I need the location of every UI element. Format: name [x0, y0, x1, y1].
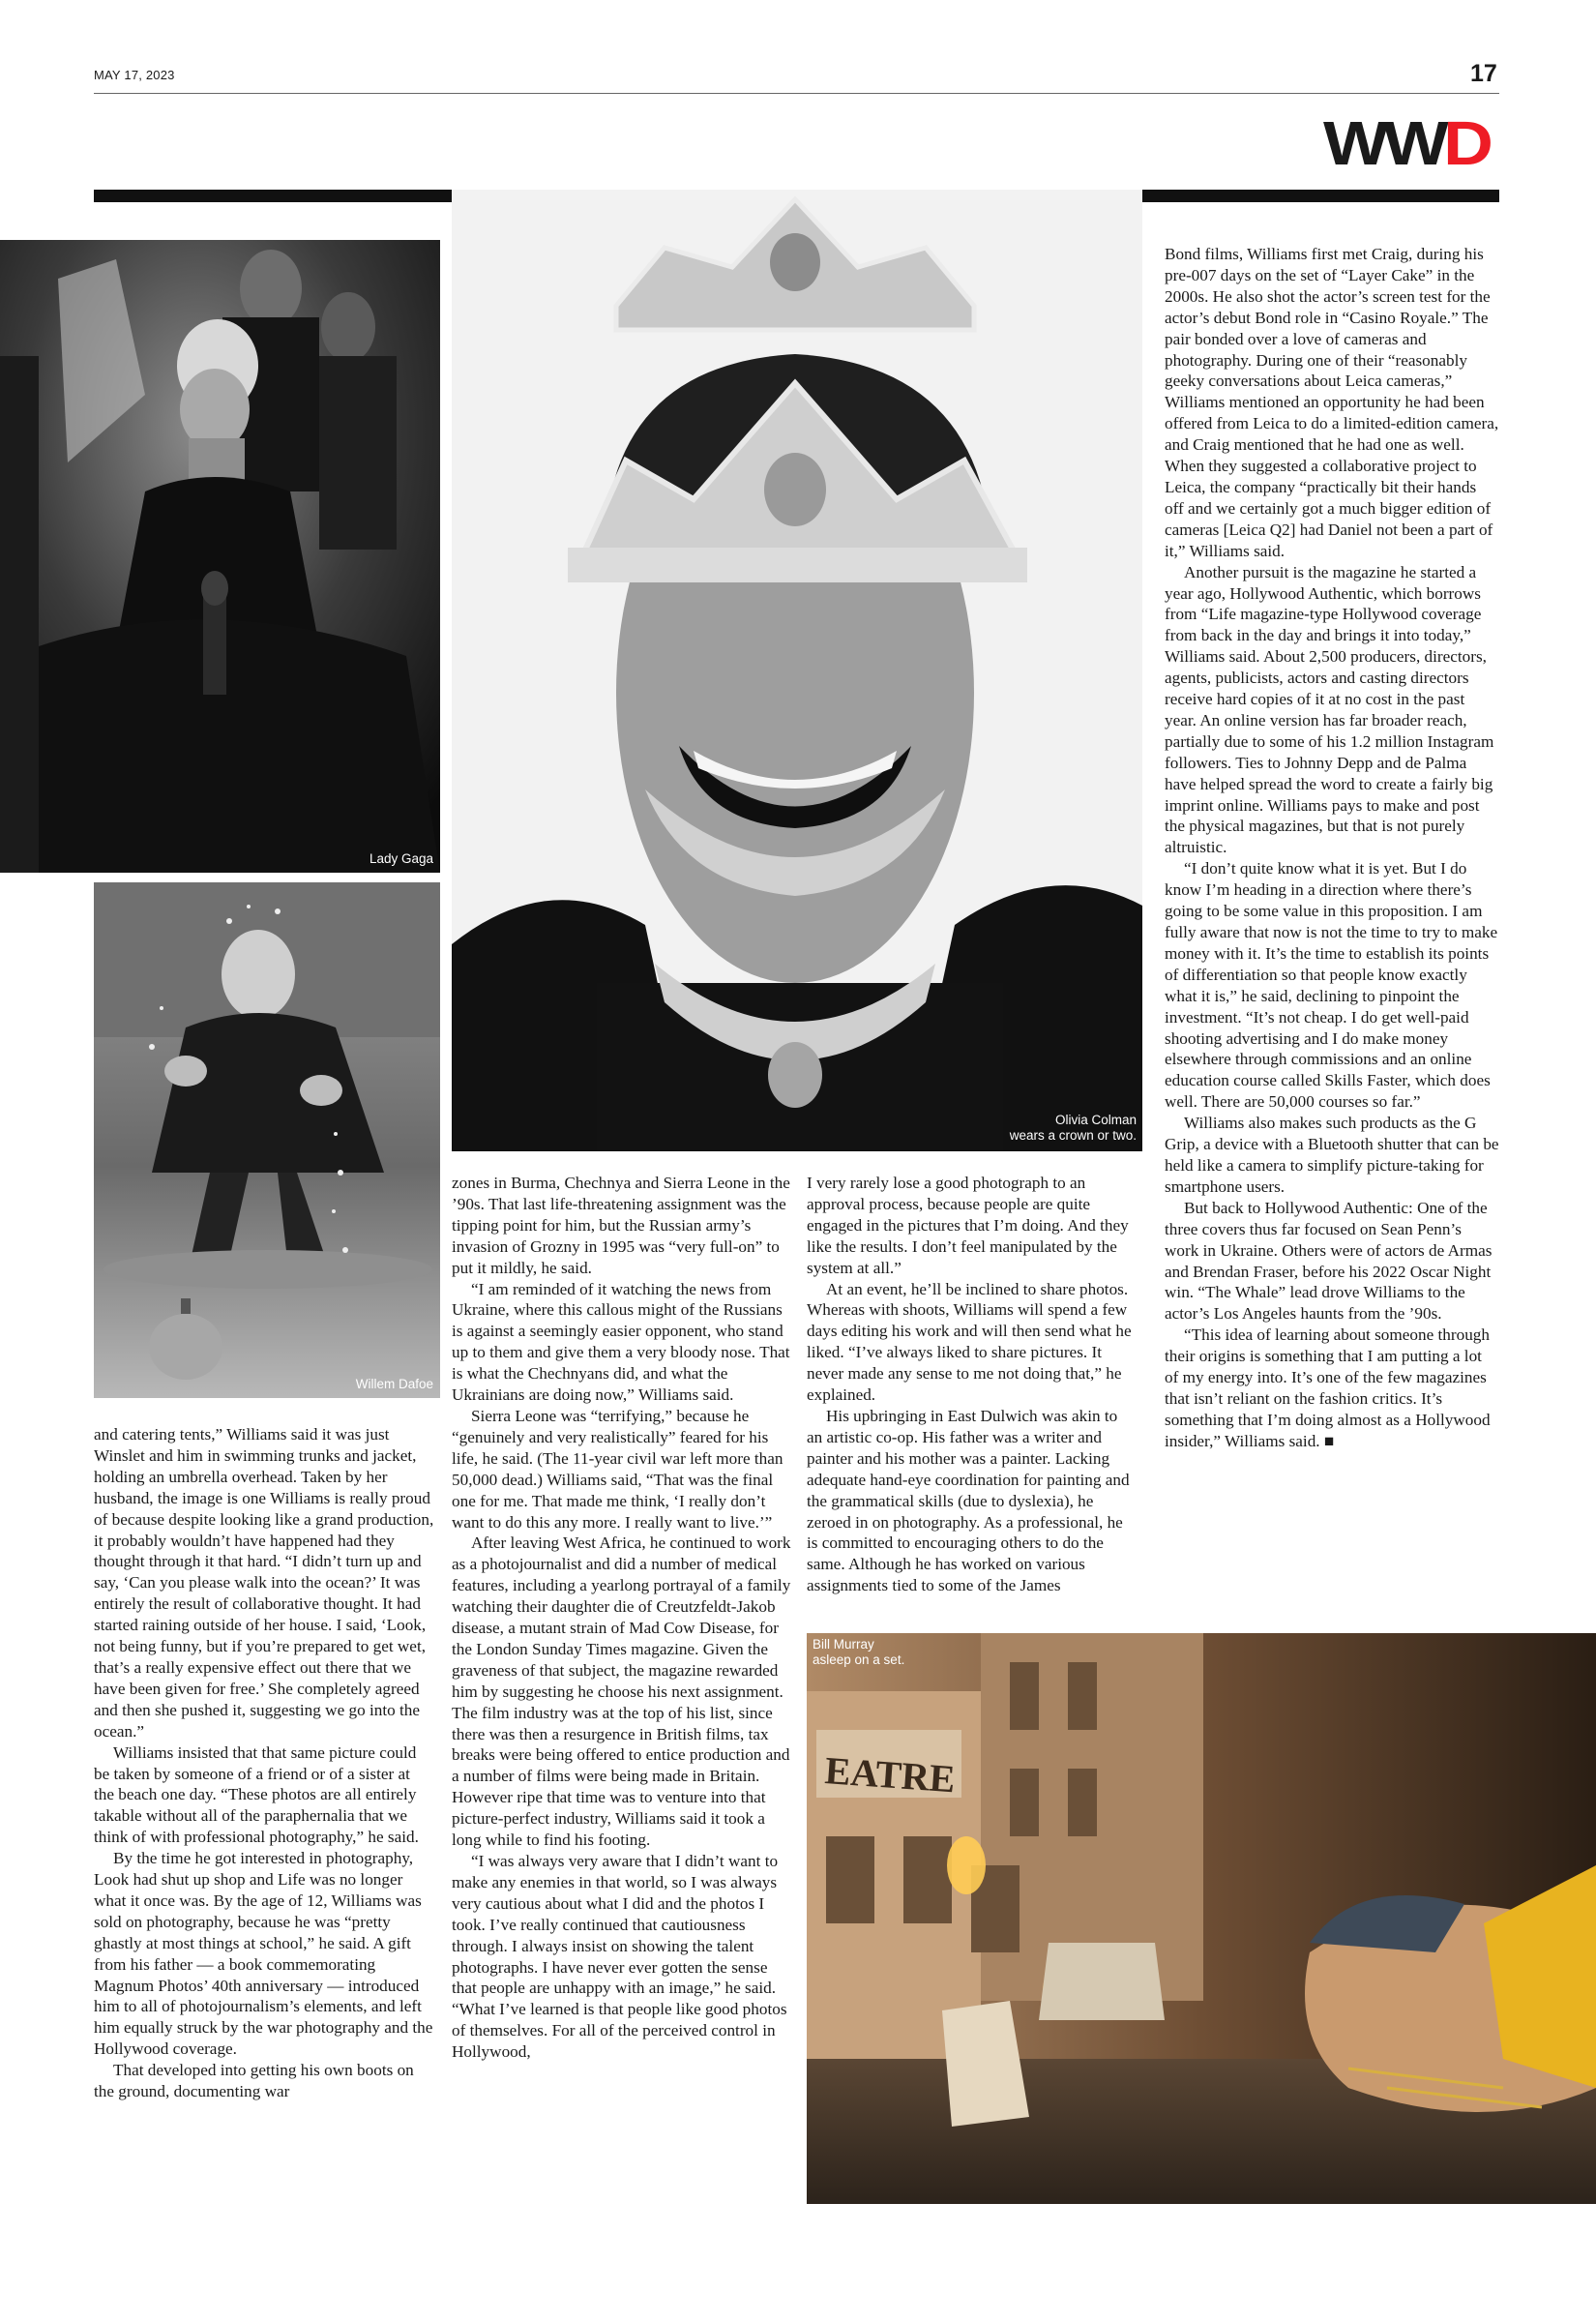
logo-red-letter: D	[1443, 108, 1489, 178]
willem-dafoe-image	[94, 882, 440, 1398]
article-paragraph: At an event, he’ll be inclined to share photos. Whereas with shoots, Williams will spend a few days editing his work and will then send what he liked. “I’ve always liked to share pictures. It never made any sense to me not doing that,” he explained.	[807, 1279, 1132, 1405]
olivia-colman-caption-line1: Olivia Colman	[1054, 1113, 1137, 1127]
article-column-2	[452, 1173, 792, 2063]
issue-date: MAY 17, 2023	[94, 68, 175, 82]
lady-gaga-image	[0, 240, 440, 873]
bill-murray-photo	[807, 1633, 1596, 2204]
article-paragraph: zones in Burma, Chechnya and Sierra Leone in the ’90s. That last life-threatening assignment was the tipping point for him, but the Russian army’s invasion of Grozny in 1995 was “very full-on” to put it mildly, he said.	[452, 1174, 790, 1277]
article-paragraph: “I am reminded of it watching the news from Ukraine, where this callous might of the Russians is against a seemingly easier opponent, who stand up to them and give them a very bloody nose. That is what the Chechnyans did, and what the Ukrainians are doing now,” Williams said.	[452, 1279, 790, 1405]
article-paragraph: Williams also makes such products as the G Grip, a device with a Bluetooth shutter that can be held like a camera to simplify picture-taking for smartphone users.	[1165, 1114, 1499, 1196]
article-paragraph: I very rarely lose a good photograph to an approval process, because people are quite engaged in the pictures that I’m doing. And they like the results. I don’t feel manipulated by the system at all.”	[807, 1174, 1129, 1277]
header-rule	[94, 93, 1499, 94]
article-column-3	[807, 1173, 1136, 1596]
article-column-1	[94, 1424, 434, 2102]
article-column-4	[1165, 244, 1499, 1452]
section-bar-left	[94, 190, 452, 202]
article-paragraph: His upbringing in East Dulwich was akin to an artistic co-op. His father was a writer and painter and his mother was a painter. Lacking adequate hand-eye coordination for painting and the grammatical skills (due to dyslexia), he zeroed in on photography. As a professional, he is committed to encouraging others to do the same. Although he has worked on various assignments tied to some of the James	[807, 1406, 1130, 1595]
bill-murray-caption	[813, 1637, 1006, 1668]
willem-dafoe-photo	[94, 882, 440, 1398]
olivia-colman-caption-line2: wears a crown or two.	[1009, 1128, 1137, 1143]
article-paragraph: “I don’t quite know what it is yet. But I do know I’m heading in a direction where there’s going to be some value in this proposition. I am fully aware that now is not the time to try to make money with it. It’s the time to establish its points of differentiation so that people know exactly what it is,” he said, declining to pinpoint the investment. “It’s not cheap. I do get well-paid shooting advertising and I do make money elsewhere through commissions and an online education course called Skills Faster, which does well. There are 50,000 courses so far.”	[1165, 859, 1498, 1112]
bill-murray-caption-line2: asleep on a set.	[813, 1652, 905, 1667]
article-paragraph: “This idea of learning about someone through their origins is something that I am putting a lot of my energy into. It’s one of the few magazines that isn’t reliant on the fashion critics. It’s something that I’m doing almost as a Hollywood insider,” Williams said. ■	[1165, 1325, 1491, 1450]
lady-gaga-caption: Lady Gaga	[369, 851, 433, 866]
page-number: 17	[1470, 60, 1497, 87]
bill-murray-caption-line1: Bill Murray	[813, 1637, 874, 1652]
article-paragraph: But back to Hollywood Authentic: One of the three covers thus far focused on Sean Penn’s work in Ukraine. Others were of actors de Armas and Brendan Fraser, before his 2022 Oscar Night win. “The Whale” lead drove Williams to the actor’s Los Angeles haunts from the ’90s.	[1165, 1198, 1493, 1324]
article-paragraph: Another pursuit is the magazine he started a year ago, Hollywood Authentic, which borrows from “Life magazine-type Hollywood coverage from back in the day and brings it into today,” Williams said. About 2,500 producers, directors, agents, publicists, actors and casting directors receive hard copies of it at no cost in the past year. An online version has far broader reach, partially due to some of his 1.2 million Instagram followers. Ties to Johnny Depp and de Palma have helped spread the word to create a fairly big imprint online. Williams pays to make and post the physical magazines, but that is not purely altruistic.	[1165, 562, 1494, 857]
article-paragraph: “I was always very aware that I didn’t want to make any enemies in that world, so I was always very cautious about what I did and the photos I took. I’ve really continued that cautiousness through. I always insist on showing the talent photographs. I have never ever gotten the sense that people are unhappy with an image,” he said. “What I’ve learned is that people like good photos of themselves. For all of the perceived control in Hollywood,	[452, 1852, 787, 2062]
olivia-colman-image	[452, 190, 1142, 1151]
article-paragraph: Williams insisted that that same picture could be taken by someone of a friend or of a sister at the beach one day. “These photos are all entirely takable without all of the paraphernalia that we think of with professional photography,” he said.	[94, 1742, 419, 1847]
wwd-logo	[1323, 108, 1489, 178]
article-paragraph: After leaving West Africa, he continued to work as a photojournalist and did a number of medical features, including a yearlong portrayal of a family watching their daughter die of Creutzfeldt-Jakob disease, a mutant strain of Mad Cow Disease, for the London Sunday Times magazine. Given the graveness of that subject, the magazine rewarded him by suggesting he choose his next assignment. The film industry was at the top of his list, since there was then a resurgence in British films, tax breaks were being offered to entice production and a number of films were being made in Britain. However ripe that time was to venture into that picture-perfect industry, Williams said it took a long while to find his footing.	[452, 1533, 791, 1850]
willem-dafoe-caption: Willem Dafoe	[355, 1377, 433, 1391]
olivia-colman-caption	[948, 1113, 1137, 1144]
article-paragraph: and catering tents,” Williams said it was just Winslet and him in swimming trunks and jacket, holding an umbrella overhead. Taken by her husband, the image is one Williams is really proud of because despite looking like a grand production, it probably wouldn’t have happened had they thought through it that hard. “I didn’t turn up and say, ‘Can you please walk into the ocean?’ It was entirely the result of collaborative thought. It had started raining outside of her house. I said, ‘Look, not being funny, but if you’re prepared to get wet, that’s a really expensive effect out there that we have been given for free.’ She completely agreed and then she pushed it, suggesting we go into the ocean.”	[94, 1425, 434, 1741]
olivia-colman-photo	[452, 190, 1142, 1151]
section-bar-right	[1142, 190, 1499, 202]
logo-black-letters: WW	[1323, 108, 1444, 178]
theatre-sign-text: EATRE	[823, 1748, 958, 1801]
article-paragraph: By the time he got interested in photography, Look had shut up shop and Life was no longer what it once was. By the age of 12, Williams was sold on photography, because he was “pretty ghastly at most things at school,” he said. A gift from his father — a book commemorating Magnum Photos’ 40th anniversary — introduced him to all of photojournalism’s elements, and left him equally struck by the war photography and the Hollywood coverage.	[94, 1849, 433, 2059]
article-paragraph: Sierra Leone was “terrifying,” because he “genuinely and very realistically” feared for his life, he said. (The 11-year civil war left more than 50,000 dead.) Williams said, “That was the final one for me. That made me think, ‘I really don’t want to do this any more. I really want to live.’”	[452, 1406, 783, 1532]
lady-gaga-photo	[0, 240, 440, 873]
article-paragraph: That developed into getting his own boots on the ground, documenting war	[94, 2061, 414, 2101]
bill-murray-image	[807, 1633, 1596, 2204]
article-paragraph: Bond films, Williams first met Craig, during his pre-007 days on the set of “Layer Cake” in the 2000s. He also shot the actor’s screen test for the actor’s debut Bond role in “Casino Royale.” The pair bonded over a love of cameras and photography. During one of their “reasonably geeky conversations about Leica cameras,” Williams mentioned an opportunity he had been offered from Leica to do a limited-edition camera, and Craig mentioned that he had one as well. When they suggested a collaborative project to Leica, the company “practically bit their hands off and we certainly got a much bigger edition of cameras [Leica Q2] had Daniel not been a part of it,” Williams said.	[1165, 245, 1499, 560]
